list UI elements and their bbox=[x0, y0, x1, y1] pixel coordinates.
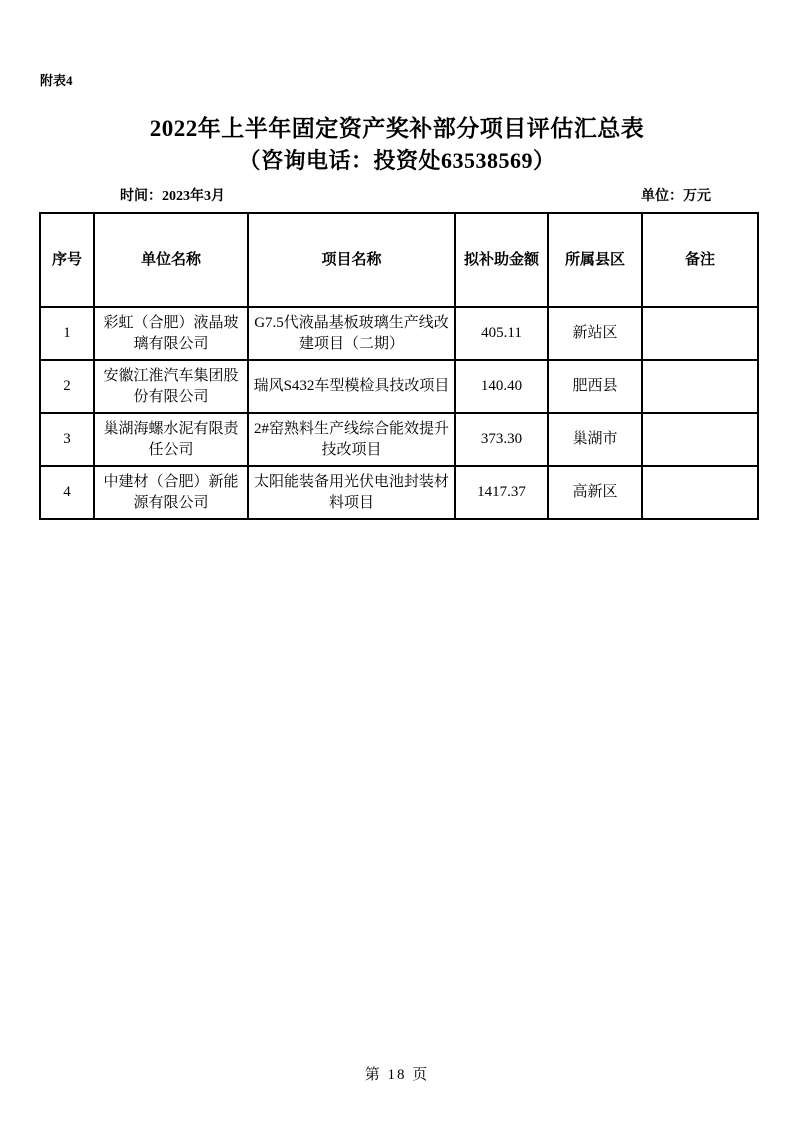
header-company: 单位名称 bbox=[94, 213, 248, 307]
cell-amount: 140.40 bbox=[455, 360, 548, 413]
cell-project: 瑞风S432车型模检具技改项目 bbox=[248, 360, 455, 413]
cell-district: 肥西县 bbox=[548, 360, 642, 413]
cell-company: 彩虹（合肥）液晶玻璃有限公司 bbox=[94, 307, 248, 360]
cell-amount: 373.30 bbox=[455, 413, 548, 466]
cell-company: 安徽江淮汽车集团股份有限公司 bbox=[94, 360, 248, 413]
table-row bbox=[40, 466, 758, 519]
summary-table bbox=[39, 212, 759, 520]
cell-amount: 405.11 bbox=[455, 307, 548, 360]
cell-project: G7.5代液晶基板玻璃生产线改建项目（二期） bbox=[248, 307, 455, 360]
cell-district: 新站区 bbox=[548, 307, 642, 360]
cell-note bbox=[642, 413, 758, 466]
cell-seq: 2 bbox=[40, 360, 94, 413]
cell-company: 巢湖海螺水泥有限责任公司 bbox=[94, 413, 248, 466]
table-header-row bbox=[40, 213, 758, 307]
cell-amount: 1417.37 bbox=[455, 466, 548, 519]
meta-time-label: 时间：2023年3月 bbox=[120, 189, 225, 204]
meta-row bbox=[39, 185, 757, 207]
header-seq: 序号 bbox=[40, 213, 94, 307]
page-subtitle: （咨询电话：投资处63538569） bbox=[238, 148, 556, 174]
attachment-label: 附表4 bbox=[40, 73, 73, 88]
cell-project: 2#窑熟料生产线综合能效提升技改项目 bbox=[248, 413, 455, 466]
header-note: 备注 bbox=[642, 213, 758, 307]
title-block bbox=[0, 112, 794, 177]
cell-district: 巢湖市 bbox=[548, 413, 642, 466]
cell-note bbox=[642, 307, 758, 360]
cell-seq: 3 bbox=[40, 413, 94, 466]
meta-unit-label: 单位：万元 bbox=[641, 189, 711, 204]
header-district: 所属县区 bbox=[548, 213, 642, 307]
table-row bbox=[40, 413, 758, 466]
header-amount: 拟补助金额 bbox=[455, 213, 548, 307]
page-number: 第 18 页 bbox=[364, 1067, 430, 1083]
cell-note bbox=[642, 466, 758, 519]
cell-seq: 4 bbox=[40, 466, 94, 519]
cell-seq: 1 bbox=[40, 307, 94, 360]
cell-company: 中建材（合肥）新能源有限公司 bbox=[94, 466, 248, 519]
cell-district: 高新区 bbox=[548, 466, 642, 519]
cell-project: 太阳能装备用光伏电池封装材料项目 bbox=[248, 466, 455, 519]
page-title: 2022年上半年固定资产奖补部分项目评估汇总表 bbox=[149, 116, 645, 141]
table-row bbox=[40, 307, 758, 360]
header-project: 项目名称 bbox=[248, 213, 455, 307]
table-row bbox=[40, 360, 758, 413]
cell-note bbox=[642, 360, 758, 413]
